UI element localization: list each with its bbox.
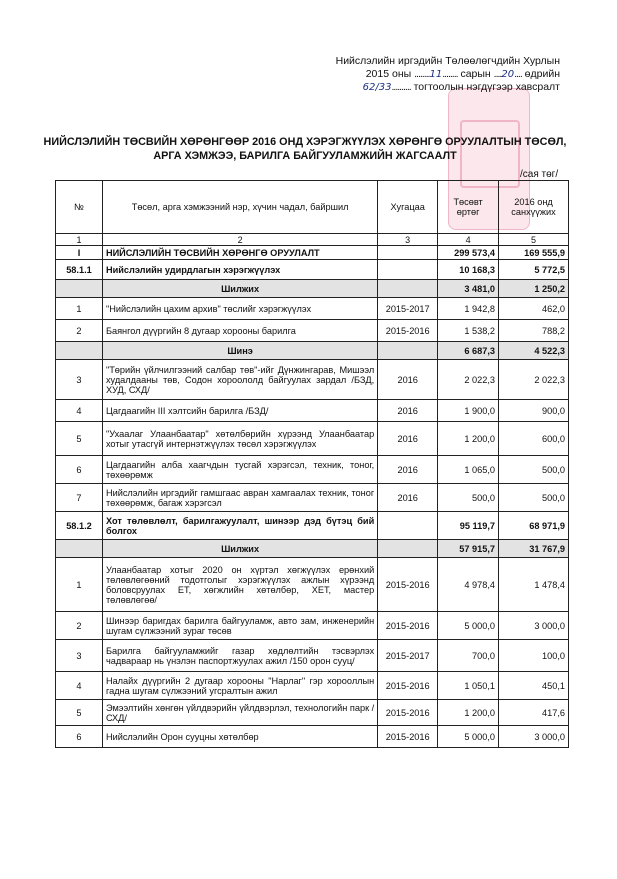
row-name: Эмээлтийн хөнгөн үйлдвэрийн үйлдвэрлэл, технологийн парк /СХД/ [102, 700, 377, 726]
row-funding: 500,0 [499, 484, 569, 512]
row-name: "Ухаалаг Улаанбаатар" хөтөлбөрийн хүрээнд Улаанбаатар хотыг утасгүй интернэтжүүлэх төсөл хэрэгжүүлэх [102, 422, 377, 456]
header-month: 11 [429, 69, 443, 80]
col-index: 3 [378, 234, 438, 246]
row-number: 58.1.1 [56, 260, 103, 280]
table-row [56, 640, 569, 672]
section-row [56, 512, 569, 540]
row-number: 5 [56, 422, 103, 456]
row-name: Нийслэлийн удирдлагын хэрэгжүүлэх [102, 260, 377, 280]
row-name: "Нийслэлийн цахим архив" төслийг хэрэгжүүлэх [102, 298, 377, 320]
investment-table [55, 180, 569, 748]
row-cost: 1 200,0 [438, 700, 499, 726]
row-number: 58.1.2 [56, 512, 103, 540]
subsection-row [56, 342, 569, 360]
col-header-name: Төсөл, арга хэмжээний нэр, хүчин чадал, байршил [102, 181, 377, 234]
document-title [40, 135, 570, 163]
row-name: "Төрийн үйлчилгээний салбар төв"-ийг Дүнжингарав, Мишээл худалдааны төв, Содон хороололд байгуулах зардал /БЗД, ХУД, СХД/ [102, 360, 377, 400]
row-number: 1 [56, 558, 103, 612]
table-row [56, 456, 569, 484]
table-row [56, 612, 569, 640]
row-name: Хот төлөвлөлт, барилгажуулалт, шинээр дэд бүтэц бий болгох [102, 512, 377, 540]
row-number: 3 [56, 640, 103, 672]
title-line-1: НИЙСЛЭЛИЙН ТӨСВИЙН ХӨРӨНГӨӨР 2016 ОНД ХЭРЭГЖҮҮЛЭХ ХӨРӨНГӨ ОРУУЛАЛТЫН ТӨСӨЛ, [43, 136, 567, 148]
table-header-row [56, 181, 569, 234]
row-number [56, 342, 103, 360]
header-resolution-word: тогтоолын нэгдүгээр хавсралт [413, 81, 560, 93]
row-funding: 1 250,2 [499, 280, 569, 298]
column-index-row [56, 234, 569, 246]
row-period [378, 512, 438, 540]
table-row [56, 672, 569, 700]
header-month-word: сарын [460, 68, 491, 80]
row-funding: 900,0 [499, 400, 569, 422]
row-period: 2015-2017 [378, 298, 438, 320]
table-row [56, 726, 569, 748]
header-day-word: өдрийн [524, 68, 560, 80]
row-cost: 1 942,8 [438, 298, 499, 320]
table-row [56, 558, 569, 612]
table-row [56, 422, 569, 456]
row-cost: 500,0 [438, 484, 499, 512]
row-cost: 4 978,4 [438, 558, 499, 612]
resolution-number: 62/33 [362, 82, 392, 93]
row-name: Шинэ [102, 342, 377, 360]
row-number: 7 [56, 484, 103, 512]
table-row [56, 320, 569, 342]
header-line-3: 62/33.......... тогтоолын нэгдүгээр хавсралт [362, 81, 560, 93]
section-row [56, 260, 569, 280]
table-row [56, 700, 569, 726]
row-number: 4 [56, 672, 103, 700]
row-period: 2015-2016 [378, 700, 438, 726]
row-cost: 299 573,4 [438, 246, 499, 260]
row-cost: 5 000,0 [438, 612, 499, 640]
annex-header [320, 55, 560, 94]
row-name: Цагдаагийн III хэлтсийн барилга /БЗД/ [102, 400, 377, 422]
table-row [56, 484, 569, 512]
row-name: Налайх дүүргийн 2 дугаар хорооны "Нарлаг" гэр хорооллын гадна шугам сүлжээний угсралтын ажил [102, 672, 377, 700]
row-name: Нийслэлийн Орон сууцны хөтөлбөр [102, 726, 377, 748]
row-funding: 5 772,5 [499, 260, 569, 280]
row-funding: 3 000,0 [499, 726, 569, 748]
row-number: 1 [56, 298, 103, 320]
title-line-2: АРГА ХЭМЖЭЭ, БАРИЛГА БАЙГУУЛАМЖИЙН ЖАГСААЛТ [153, 150, 457, 162]
row-cost: 1 050,1 [438, 672, 499, 700]
col-index: 1 [56, 234, 103, 246]
row-funding: 462,0 [499, 298, 569, 320]
row-cost: 95 119,7 [438, 512, 499, 540]
row-funding: 417,6 [499, 700, 569, 726]
row-cost: 1 065,0 [438, 456, 499, 484]
col-header-period: Хугацаа [378, 181, 438, 234]
row-funding: 450,1 [499, 672, 569, 700]
row-name: Шилжих [102, 280, 377, 298]
row-period: 2015-2016 [378, 726, 438, 748]
row-period [378, 342, 438, 360]
header-day: 20 [501, 69, 515, 80]
row-funding: 1 478,4 [499, 558, 569, 612]
row-cost: 57 915,7 [438, 540, 499, 558]
row-funding: 68 971,9 [499, 512, 569, 540]
table-row [56, 298, 569, 320]
row-period: 2016 [378, 360, 438, 400]
row-period: 2016 [378, 484, 438, 512]
row-name: Баянгол дүүргийн 8 дугаар хорооны барилга [102, 320, 377, 342]
col-index: 2 [102, 234, 377, 246]
row-period: 2015-2016 [378, 558, 438, 612]
row-number: 6 [56, 456, 103, 484]
row-funding: 600,0 [499, 422, 569, 456]
row-funding: 169 555,9 [499, 246, 569, 260]
row-cost: 3 481,0 [438, 280, 499, 298]
row-number: 6 [56, 726, 103, 748]
row-cost: 10 168,3 [438, 260, 499, 280]
table-row [56, 360, 569, 400]
row-period: 2016 [378, 400, 438, 422]
row-number: 3 [56, 360, 103, 400]
row-period: 2015-2016 [378, 320, 438, 342]
row-funding: 31 767,9 [499, 540, 569, 558]
row-funding: 3 000,0 [499, 612, 569, 640]
row-cost: 1 538,2 [438, 320, 499, 342]
row-period [378, 246, 438, 260]
row-cost: 2 022,3 [438, 360, 499, 400]
row-name: Нийслэлийн иргэдийг гамшгаас авран хамгаалах техник, тоног төхөөрөмж, багаж хэрэгсэл [102, 484, 377, 512]
col-header-no: № [56, 181, 103, 234]
row-name: Улаанбаатар хотыг 2020 он хүртэл хөгжүүлэх ерөнхий төлөвлөгөөний тодотголыг хэрэгжүүлэх ажлын хүрээнд боловсруулах ЕТ, хөгжлийн хөтөлбөр, ХЕТ, мастер төлөвлөгөө/ [102, 558, 377, 612]
row-number [56, 280, 103, 298]
row-number: I [56, 246, 103, 260]
row-cost: 1 200,0 [438, 422, 499, 456]
row-funding: 2 022,3 [499, 360, 569, 400]
row-cost: 700,0 [438, 640, 499, 672]
row-number: 5 [56, 700, 103, 726]
header-line-2: 2015 оны ........11........ сарын ....20.... өдрийн [365, 68, 560, 80]
row-name: Барилга байгууламжийг газар хөдлөлтийн тэсвэрлэх чадвараар нь үнэлэн паспортжуулах ажил /150 орон сууц/ [102, 640, 377, 672]
row-name: Шинээр баригдах барилга байгууламж, авто зам, инженерийн шугам сүлжээний зураг төсөв [102, 612, 377, 640]
row-number: 2 [56, 612, 103, 640]
row-cost: 6 687,3 [438, 342, 499, 360]
unit-label: /сая төг/ [520, 169, 559, 180]
row-number [56, 540, 103, 558]
row-period: 2015-2016 [378, 672, 438, 700]
header-line-1: Нийслэлийн иргэдийн Төлөөлөгчдийн Хурлын [335, 55, 560, 67]
header-year: 2015 оны [365, 68, 412, 80]
section-row [56, 246, 569, 260]
row-period [378, 280, 438, 298]
table-body [56, 246, 569, 748]
row-funding: 100,0 [499, 640, 569, 672]
row-name: Цагдаагийн алба хаагчдын тусгай хэрэгсэл, техник, тоног, төхөөрөмж [102, 456, 377, 484]
row-name: НИЙСЛЭЛИЙН ТӨСВИЙН ХӨРӨНГӨ ОРУУЛАЛТ [102, 246, 377, 260]
row-period: 2016 [378, 456, 438, 484]
table-row [56, 400, 569, 422]
row-period: 2015-2017 [378, 640, 438, 672]
col-index: 4 [438, 234, 499, 246]
row-number: 4 [56, 400, 103, 422]
col-index: 5 [499, 234, 569, 246]
row-number: 2 [56, 320, 103, 342]
row-funding: 4 522,3 [499, 342, 569, 360]
row-period: 2015-2016 [378, 612, 438, 640]
row-cost: 1 900,0 [438, 400, 499, 422]
row-period: 2016 [378, 422, 438, 456]
subsection-row [56, 280, 569, 298]
subsection-row [56, 540, 569, 558]
col-header-funding: 2016 онд санхүүжих [499, 181, 569, 234]
col-header-cost: Төсөвт өртөг [438, 181, 499, 234]
row-period [378, 540, 438, 558]
row-name: Шилжих [102, 540, 377, 558]
row-funding: 500,0 [499, 456, 569, 484]
row-funding: 788,2 [499, 320, 569, 342]
row-period [378, 260, 438, 280]
row-cost: 5 000,0 [438, 726, 499, 748]
